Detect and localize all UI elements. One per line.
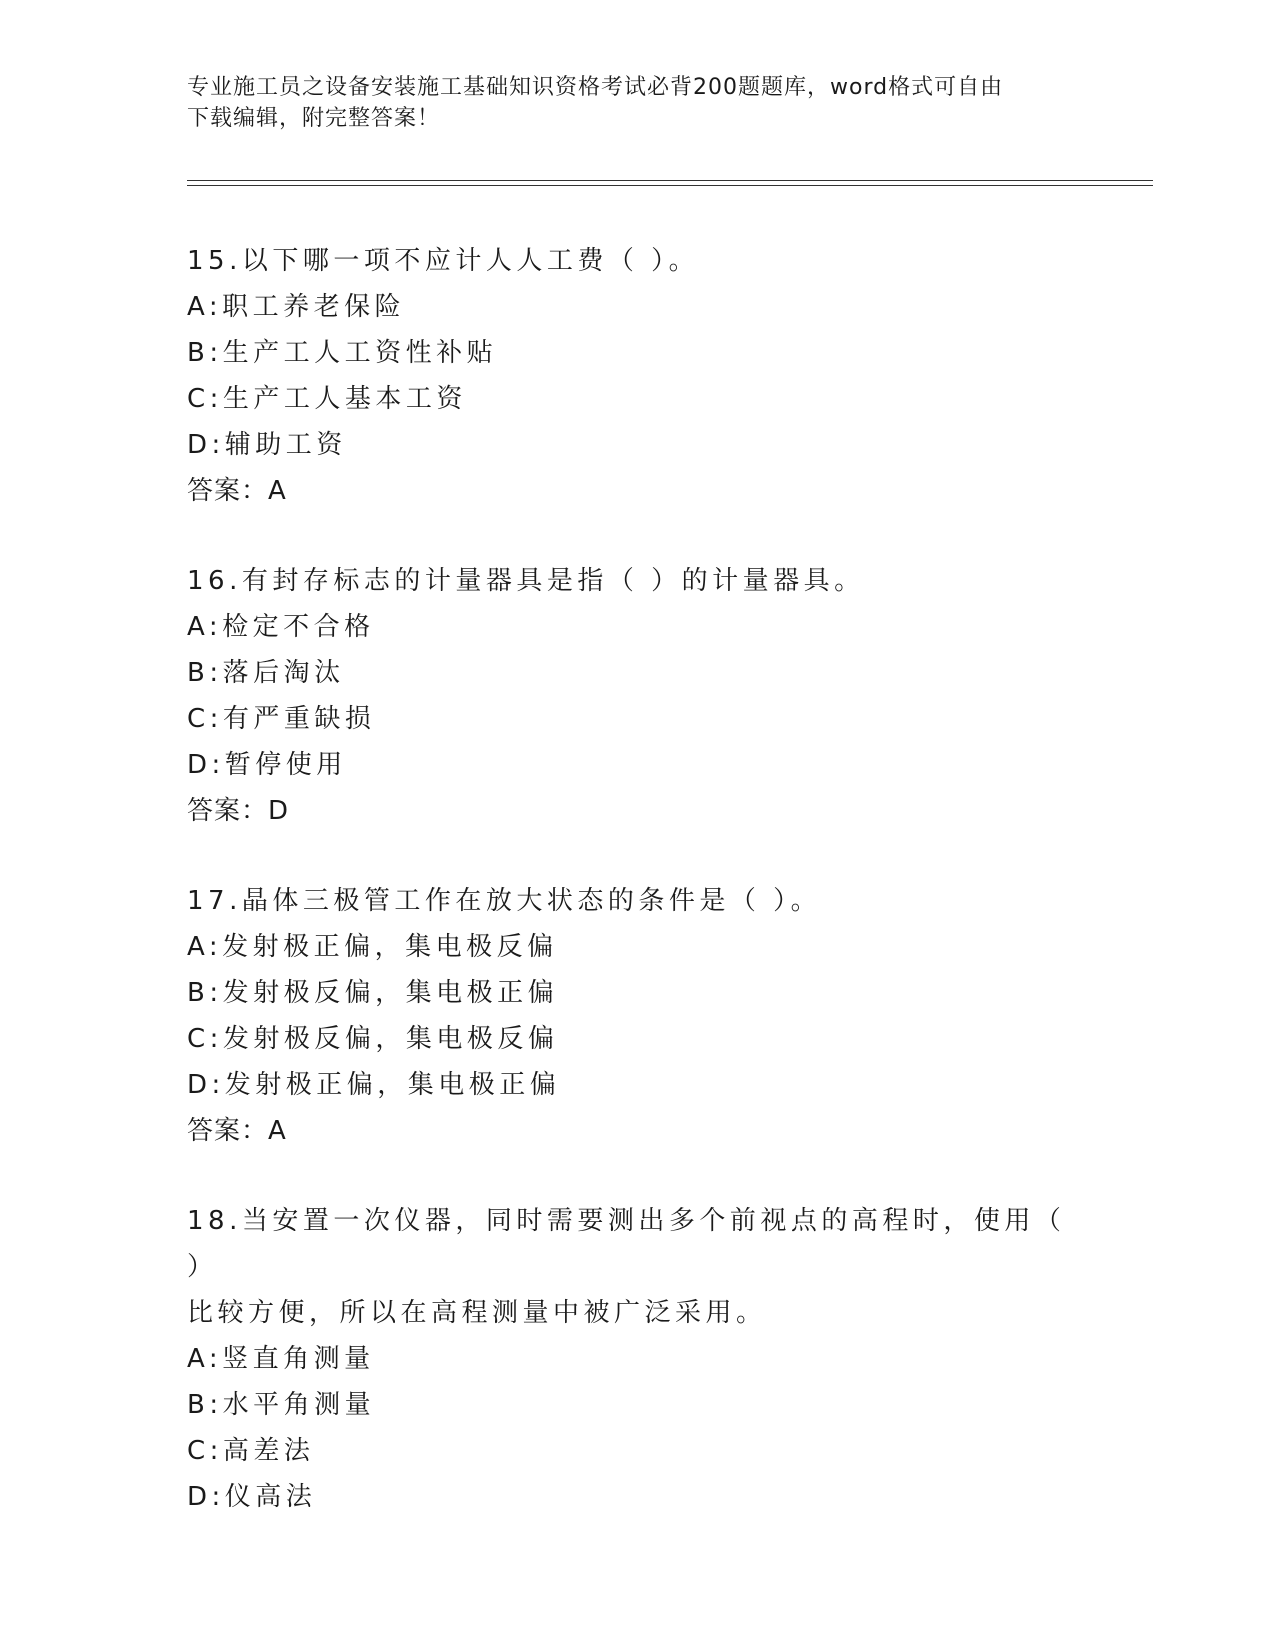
option-b: B:水平角测量 bbox=[187, 1390, 376, 1420]
option-d: D:暂停使用 bbox=[187, 750, 347, 780]
option-b: B:生产工人工资性补贴 bbox=[187, 338, 498, 368]
option-a: A:检定不合格 bbox=[187, 612, 375, 642]
header-line-2: 下载编辑，附完整答案！ bbox=[187, 106, 441, 131]
question-16 bbox=[187, 558, 1087, 834]
header-divider-bottom bbox=[187, 185, 1153, 186]
header-divider-top bbox=[187, 180, 1153, 181]
question-stem-line-2: 比较方便，所以在高程测量中被广泛采用。 bbox=[187, 1298, 767, 1328]
question-list bbox=[187, 238, 1087, 1520]
answer: 答案：D bbox=[187, 796, 290, 826]
option-c: C:高差法 bbox=[187, 1436, 315, 1466]
option-a: A:竖直角测量 bbox=[187, 1344, 375, 1374]
option-a: A:职工养老保险 bbox=[187, 292, 406, 322]
question-15 bbox=[187, 238, 1087, 514]
question-stem-line-1: 18.当安置一次仪器，同时需要测出多个前视点的高程时，使用（ ） bbox=[187, 1206, 1079, 1282]
answer: 答案：A bbox=[187, 1116, 287, 1146]
option-c: C:生产工人基本工资 bbox=[187, 384, 467, 414]
option-d: D:发射极正偏，集电极正偏 bbox=[187, 1070, 561, 1100]
question-stem: 16.有封存标志的计量器具是指（ ）的计量器具。 bbox=[187, 566, 865, 596]
answer: 答案：A bbox=[187, 476, 287, 506]
header-line-1: 专业施工员之设备安装施工基础知识资格考试必背200题题库，word格式可自由 bbox=[187, 75, 1004, 100]
question-stem: 15.以下哪一项不应计人人工费（ ）。 bbox=[187, 246, 700, 276]
question-17 bbox=[187, 878, 1087, 1154]
option-a: A:发射极正偏，集电极反偏 bbox=[187, 932, 558, 962]
option-c: C:有严重缺损 bbox=[187, 704, 376, 734]
option-d: D:辅助工资 bbox=[187, 430, 347, 460]
question-stem: 17.晶体三极管工作在放大状态的条件是（ ）。 bbox=[187, 886, 822, 916]
option-b: B:落后淘汰 bbox=[187, 658, 345, 688]
option-d: D:仪高法 bbox=[187, 1482, 317, 1512]
option-b: B:发射极反偏，集电极正偏 bbox=[187, 978, 559, 1008]
question-18 bbox=[187, 1198, 1087, 1520]
document-header bbox=[187, 72, 1087, 134]
option-c: C:发射极反偏，集电极反偏 bbox=[187, 1024, 559, 1054]
